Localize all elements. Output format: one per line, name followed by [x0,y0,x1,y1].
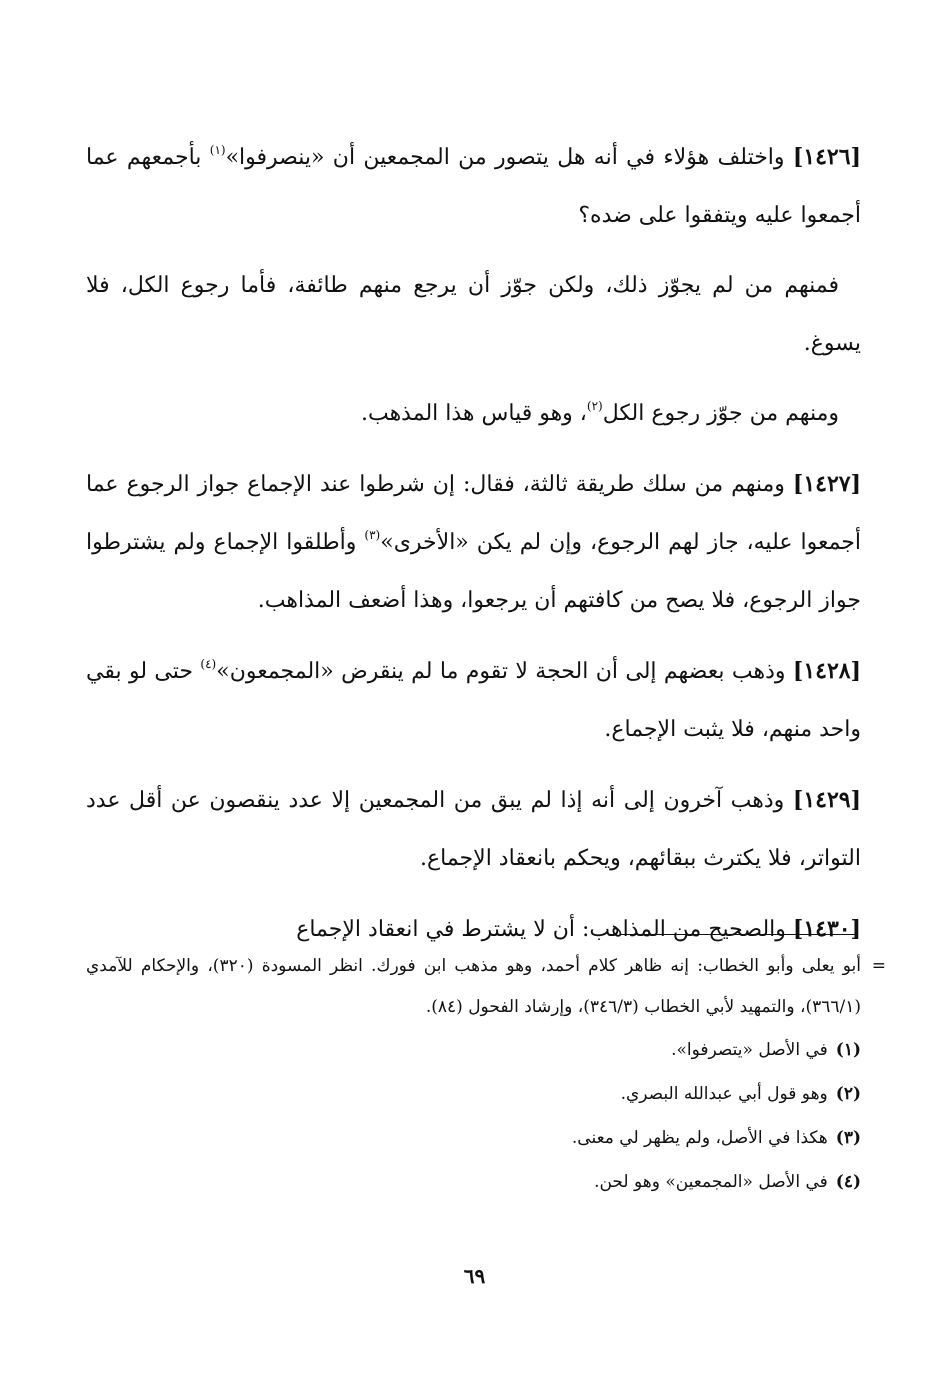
paragraph-text-continued: بأجمعهم عما أجمعوا عليه ويتفقوا على ضده؟ [86,145,861,228]
paragraph-1427 [86,455,861,630]
paragraph-number: [١٤٢٦] [792,144,861,170]
paragraph-1426 [86,128,861,245]
paragraph-text-continued: حتى لو بقي واحد منهم، فلا يثبت الإجماع. [86,659,861,742]
paragraph-text: فمنهم من لم يجوّز ذلك، ولكن جوّز أن يرجع منهم طائفة، فأما رجوع الكل، فلا يسوغ. [86,273,861,356]
main-text [86,128,861,971]
footnote-number: (٢) [835,1084,861,1104]
paragraph-text: ومنهم من جوّز رجوع الكل [602,401,839,426]
footnote-text: في الأصل «المجمعين» وهو لحن. [594,1172,828,1192]
paragraph-text-continued: ، وهو قياس هذا المذهب. [360,401,587,426]
footnotes [86,946,886,1204]
page-number: ٦٩ [463,1264,486,1288]
paragraph-number: [١٤٢٨] [792,658,862,684]
continuation-mark: = [871,956,886,976]
paragraph-1426-c [86,385,861,443]
paragraph-text-continued: وأطلقوا الإجماع ولم يشترطوا جواز الرجوع، فلا يصح من كافتهم أن يرجعوا، وهذا أضعف المذاهب. [86,530,861,613]
paragraph-1428 [86,642,861,759]
paragraph-text: ومنهم من سلك طريقة ثالثة، فقال: إن شرطوا عند الإجماع جواز الرجوع عما أجمعوا عليه، جاز لهم الرجوع، وإن لم يكن «الأخرى» [86,472,861,555]
paragraph-text: وذهب بعضهم إلى أن الحجة لا تقوم ما لم ينقرض «المجمعون» [216,659,786,684]
paragraph-text: واختلف هؤلاء في أنه هل يتصور من المجمعين أن «ينصرفوا» [225,145,785,170]
paragraph-text: وذهب آخرون إلى أنه إذا لم يبق من المجمعين إلا عدد ينقصون عن أقل عدد التواتر، فلا يكترث ببقائهم، ويحكم بانعقاد الإجماع. [86,788,861,871]
footnote-ref: (٣) [364,528,381,542]
paragraph-text: والصحيح من المذاهب: أن لا يشترط في انعقاد الإجماع [296,917,786,942]
footnote-number: (٣) [835,1128,861,1148]
paragraph-number: [١٤٢٧] [792,471,861,497]
footnote-ref: (٤) [200,657,217,671]
footnote-number: (٤) [835,1172,861,1192]
footnote-text: في الأصل «يتصرفوا». [671,1040,828,1060]
footnote-ref: (١) [209,143,226,157]
footnote-number: (١) [835,1040,861,1060]
footnote-text: وهو قول أبي عبدالله البصري. [620,1084,828,1104]
footnote-text: هكذا في الأصل، ولم يظهر لي معنى. [571,1128,828,1148]
paragraph-number: [١٤٣٠] [792,916,861,942]
footnote-divider [620,934,855,935]
paragraph-1429 [86,771,861,888]
paragraph-number: [١٤٢٩] [792,787,862,813]
continued-footnote [86,946,886,1028]
footnote-1 [86,1028,861,1072]
continued-footnote-text: أبو يعلى وأبو الخطاب: إنه ظاهر كلام أحمد، وهو مذهب ابن فورك. انظر المسودة (٣٢٠)، والإحكام للآمدي (٣٦٦/١)، والتمهيد لأبي الخطاب (٣٤٦/٣)، وإرشاد الفحول (٨٤). [86,956,861,1017]
footnote-2 [86,1072,861,1116]
footnote-4 [86,1160,861,1204]
paragraph-1426-b [86,257,861,373]
footnote-3 [86,1116,861,1160]
footnote-ref: (٢) [586,399,603,413]
